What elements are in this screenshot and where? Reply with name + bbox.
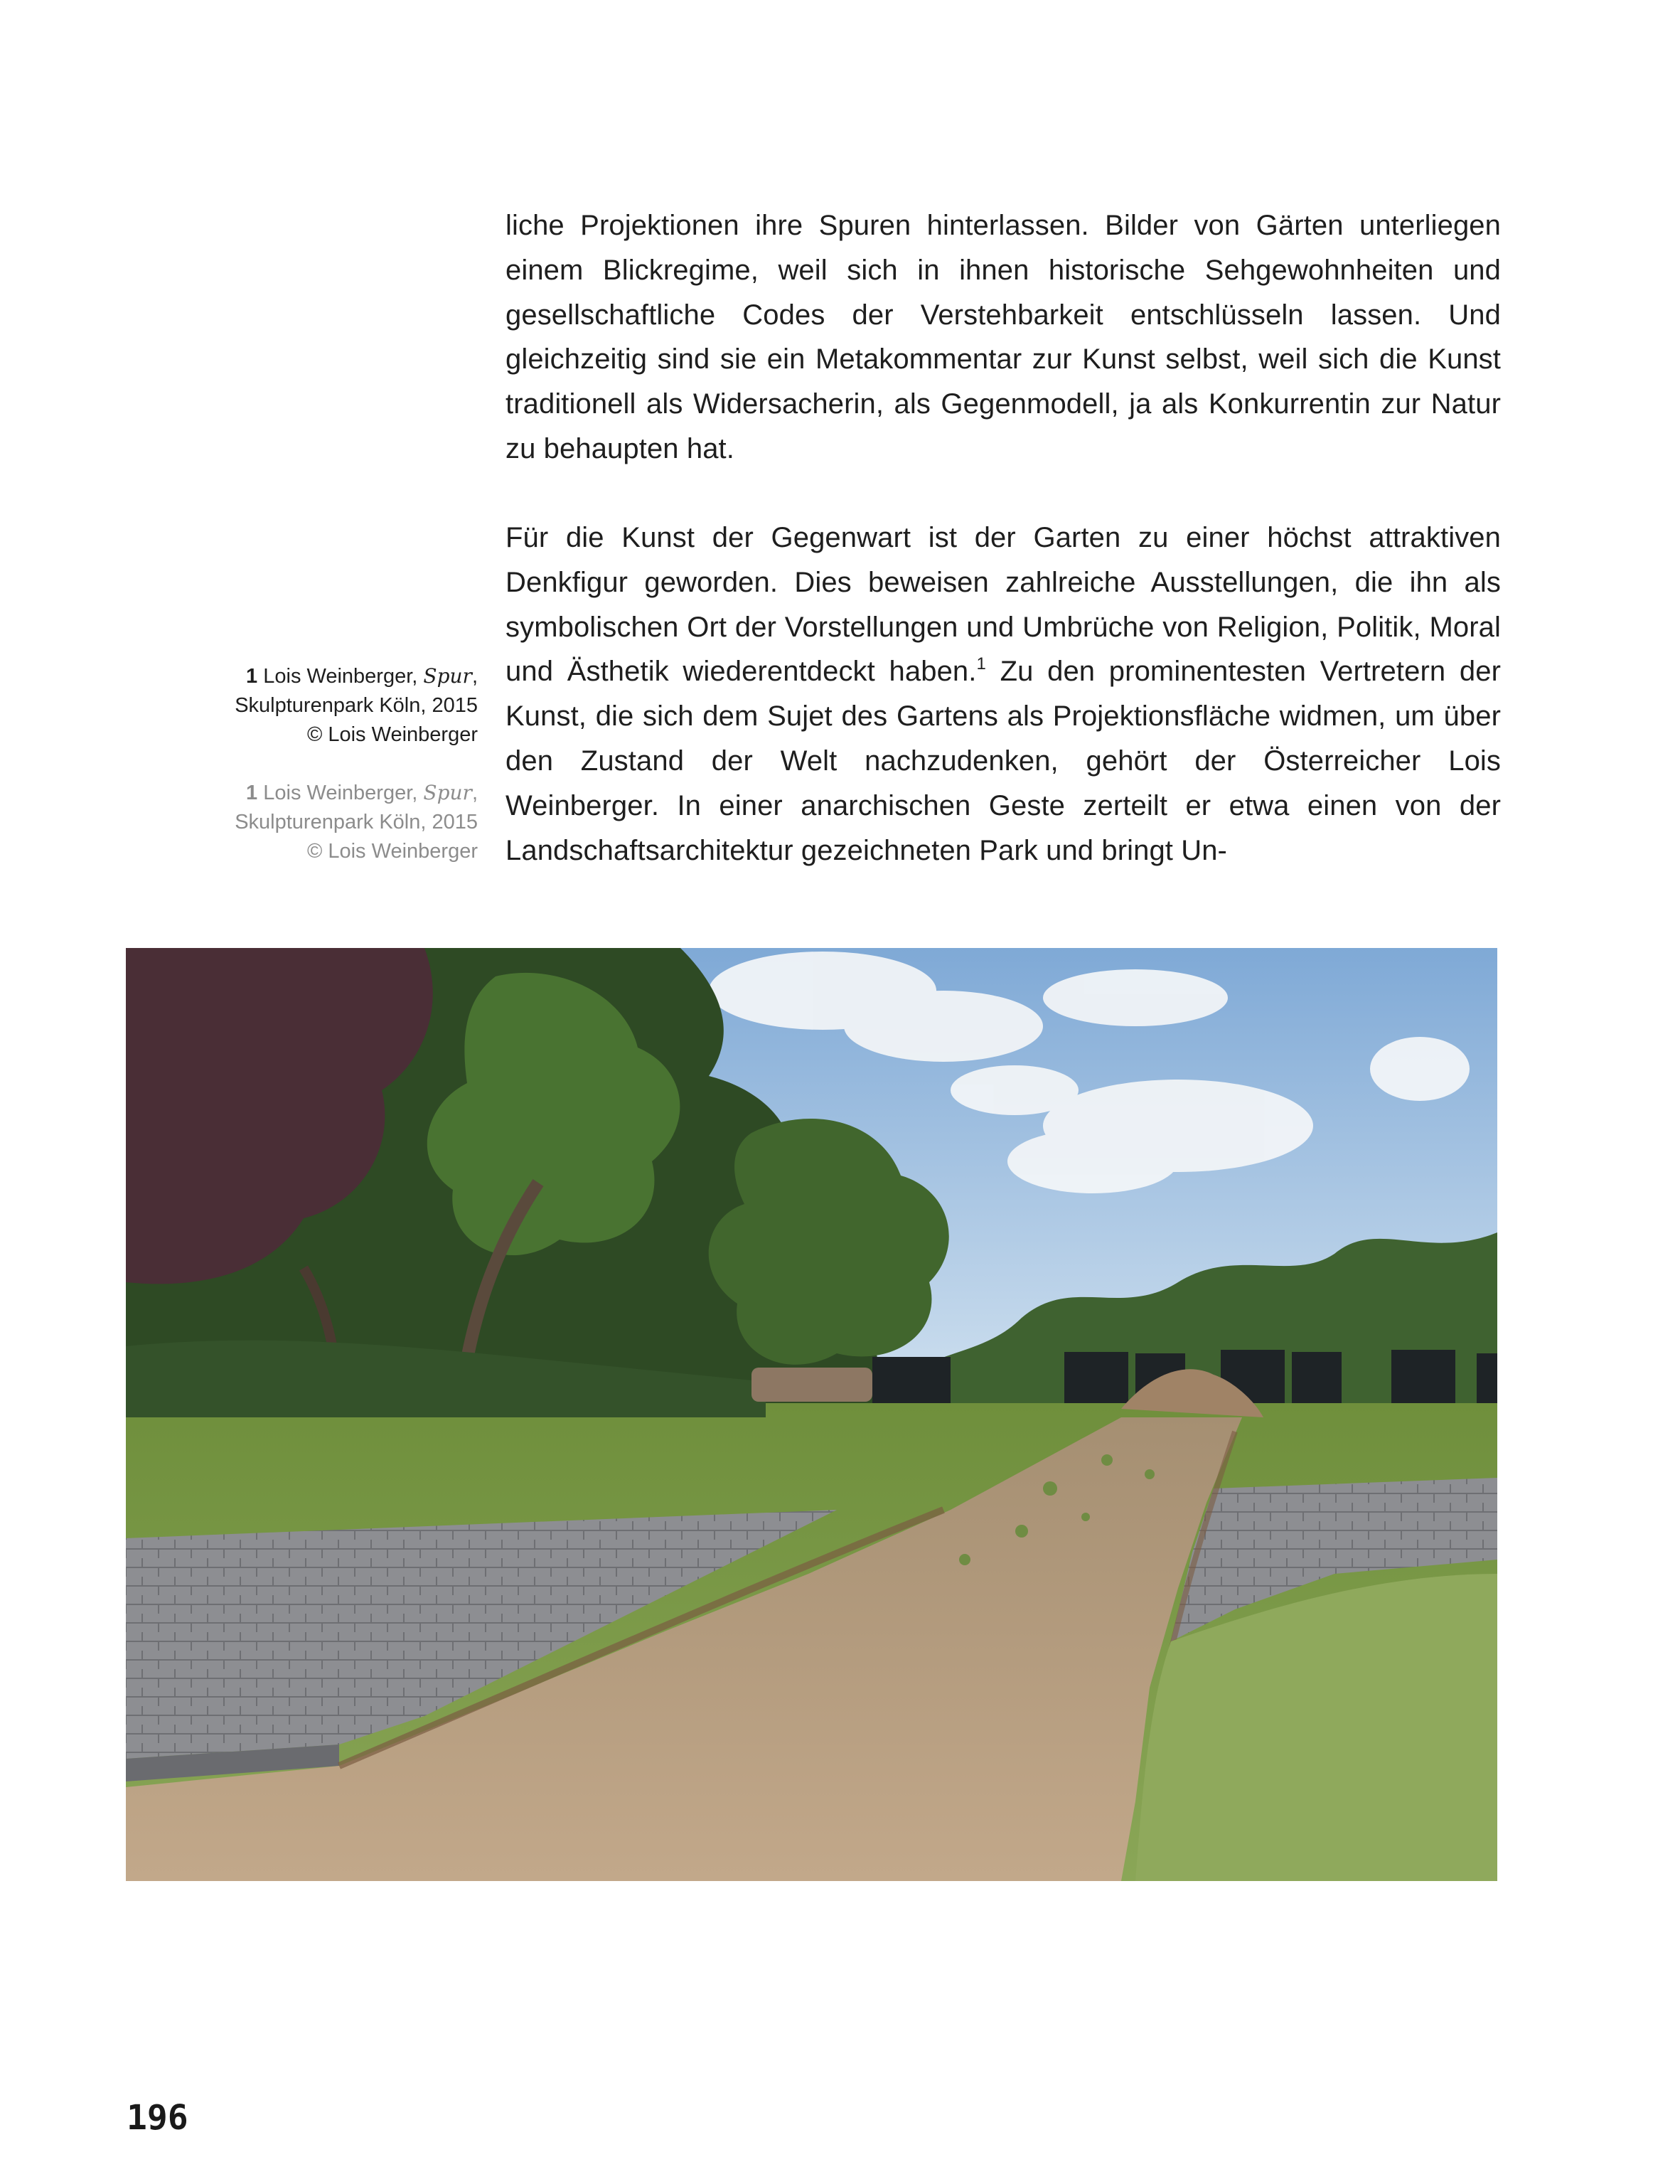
text-line: einem Blickregime, weil sich in ihnen historische Sehgewohnheiten und: [505, 254, 1501, 286]
caption-number: 1: [246, 782, 258, 804]
text-line: gesellschaftliche Codes der Verstehbarkeit entschlüsseln lassen. Und: [505, 299, 1501, 331]
log-pile: [751, 1368, 872, 1402]
paragraph-text: Für die Kunst der Gegenwart ist der Garten zu einer höchst attraktiven Denkfigur geworden. Dies beweisen zahlreiche Ausstellungen, die ihn als symbolischen Ort der Vorstellungen und Umbrüche von Religion, Politik, Moral und Ästhetik wiederentdeckt haben.: [505, 522, 1501, 688]
footnote-marker[interactable]: 1: [976, 654, 986, 674]
figure-caption: [164, 661, 478, 750]
body-paragraph-1: [505, 203, 1501, 472]
caption-place: Skulpturenpark Köln, 2015: [235, 811, 478, 833]
caption-number: 1: [246, 665, 258, 688]
caption-credit: © Lois Weinberger: [306, 723, 478, 746]
caption-artist: Lois Weinberger,: [263, 665, 418, 688]
caption-title: Spur: [423, 664, 472, 688]
paragraph-text: Zu den prominentesten Vertretern der Kunst, die sich dem Sujet des Gartens als Projektionsfläche widmen, um über den Zustand der Welt nachzudenken, gehört der Österreicher Lois Weinberger. In einer anarchischen Geste zerteilt er etwa einen von der Landschaftsarchitektur gezeichneten Park und bringt Un-: [505, 656, 1501, 866]
caption-credit: © Lois Weinberger: [306, 840, 478, 863]
text-line: Kunst traditionell als Widersacherin, als Gegenmodell, ja als Konkurrentin: [505, 343, 1501, 420]
figure-caption-duplicate: [164, 778, 478, 866]
text-line: gleichzeitig sind sie ein Metakommentar zur Kunst selbst, weil sich die: [505, 343, 1418, 375]
body-paragraph-2: [505, 516, 1501, 873]
page-number: 196: [127, 2098, 188, 2138]
caption-artist: Lois Weinberger,: [263, 782, 418, 804]
caption-title: Spur: [423, 781, 472, 804]
text-line: zur Natur zu behaupten hat.: [505, 388, 1501, 464]
caption-place: Skulpturenpark Köln, 2015: [235, 694, 478, 717]
text-line: liche Projektionen ihre Spuren hinterlassen. Bilder von Gärten unterliegen: [505, 210, 1501, 241]
caption-punct: ,: [471, 782, 478, 804]
park-photograph: [126, 948, 1497, 1881]
caption-punct: ,: [471, 665, 478, 688]
